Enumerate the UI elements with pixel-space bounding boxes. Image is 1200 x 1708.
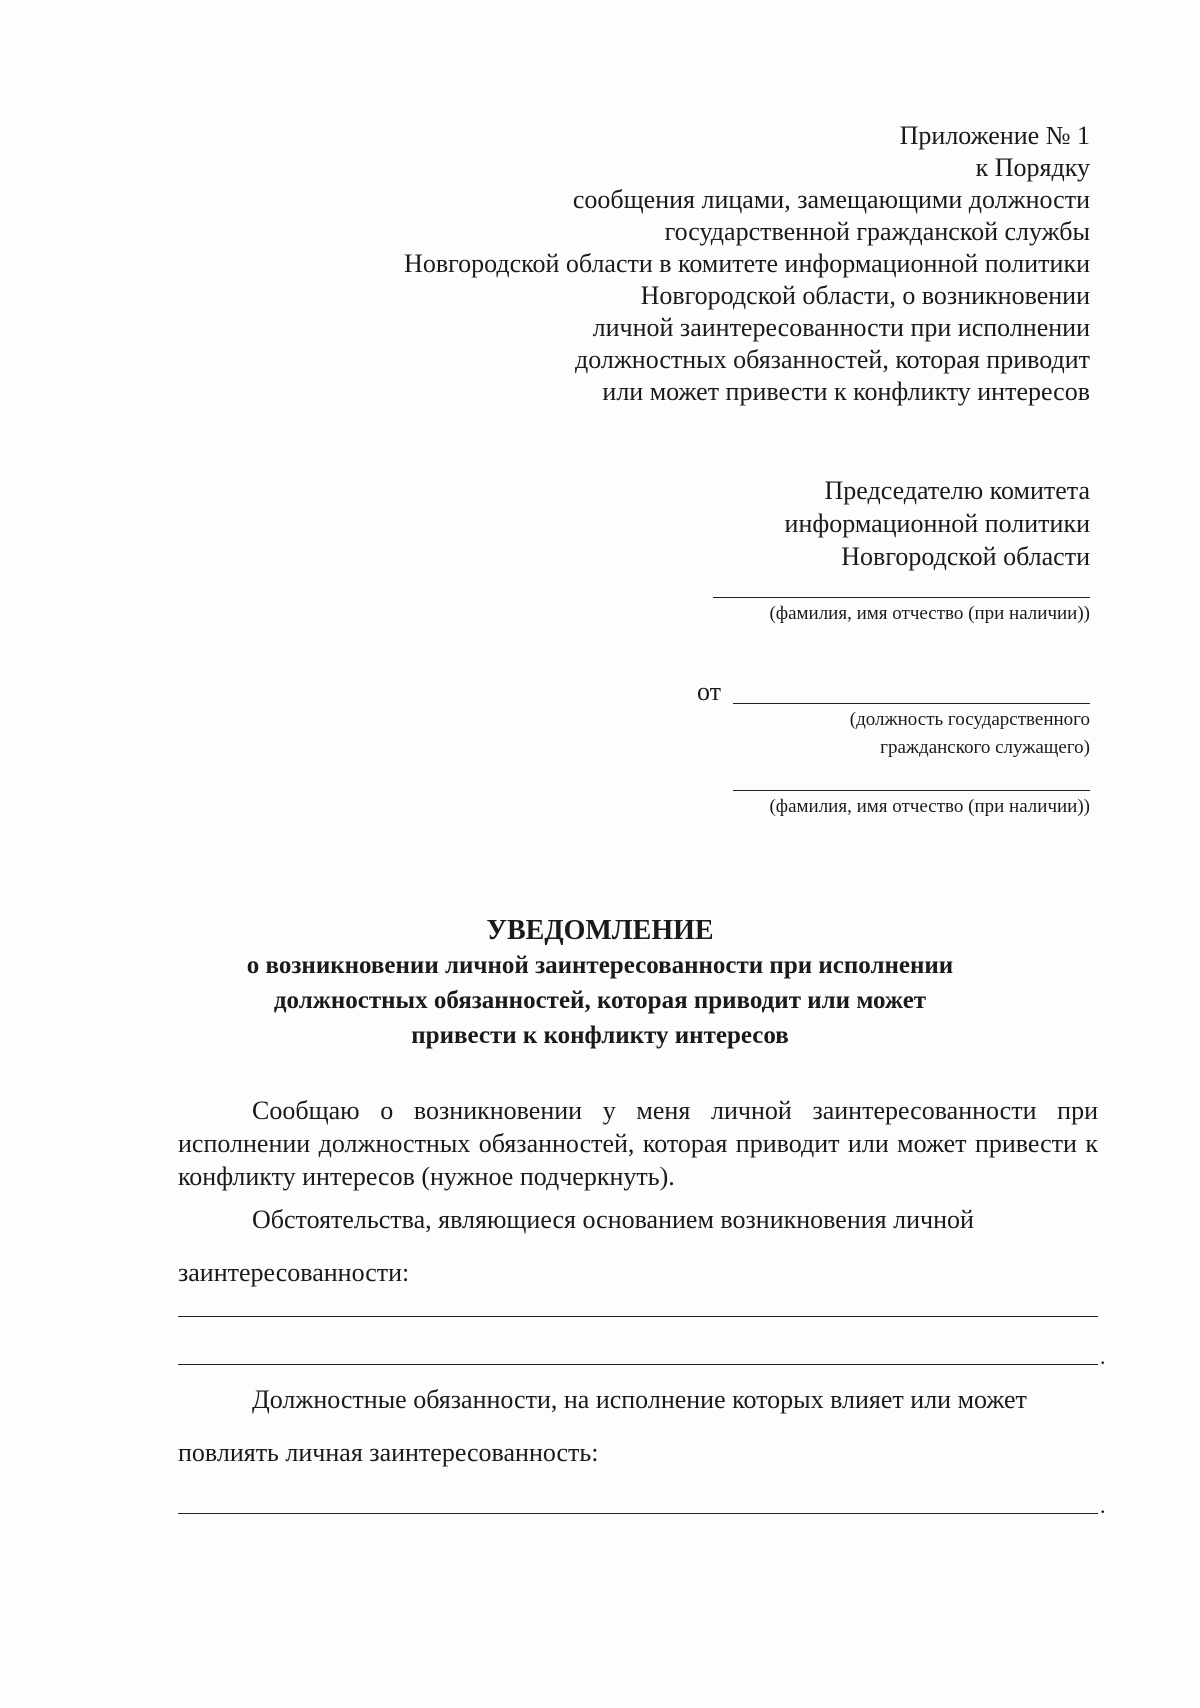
duties-field-line[interactable] — [178, 1513, 1098, 1514]
circumstances-field-line-2[interactable] — [178, 1364, 1098, 1365]
duties-label-cont: повлиять личная заинтересованность: — [178, 1438, 599, 1467]
addressee-name-field-line[interactable] — [713, 597, 1090, 598]
circumstances-label-cont: заинтересованности: — [178, 1258, 410, 1287]
appendix-line: Новгородской области, о возникновении — [640, 281, 1090, 310]
duties-label: Должностные обязанности, на исполнение которых влияет или может — [252, 1385, 1027, 1414]
appendix-line: государственной гражданской службы — [664, 217, 1090, 246]
line-end-mark: . — [1100, 1344, 1106, 1369]
addressee-line: Председателю комитета — [824, 476, 1090, 505]
notice-paragraph: Сообщаю о возникновении у меня личной заинтересованности при исполнении должностных обязанностей, которая приводит или может привести к конфликту интересов (нужное подчеркнуть). — [178, 1096, 1098, 1191]
addressee-line: информационной политики — [784, 509, 1090, 538]
circumstances-field-line-1[interactable] — [178, 1316, 1098, 1317]
appendix-line: личной заинтересованности при исполнении — [592, 313, 1090, 342]
sender-name-caption: (фамилия, имя отчество (при наличии)) — [769, 796, 1090, 817]
sender-position-caption-1: (должность государственного — [849, 709, 1090, 730]
notice-title-block — [0, 914, 1200, 1053]
appendix-line: или может привести к конфликту интересов — [602, 377, 1090, 406]
appendix-line: к Порядку — [975, 153, 1090, 182]
notice-subtitle-line: должностных обязанностей, которая приводит или может — [273, 987, 927, 1014]
circumstances-label: Обстоятельства, являющиеся основанием возникновения личной — [252, 1205, 974, 1234]
appendix-line: сообщения лицами, замещающими должности — [572, 185, 1090, 214]
appendix-line: должностных обязанностей, которая приводит — [574, 345, 1090, 374]
addressee-name-caption: (фамилия, имя отчество (при наличии)) — [769, 603, 1090, 624]
appendix-line: Приложение № 1 — [899, 121, 1090, 150]
addressee-block — [590, 474, 1090, 573]
notice-title: УВЕДОМЛЕНИЕ — [486, 915, 714, 946]
sender-position-caption-2: гражданского служащего) — [880, 737, 1090, 758]
appendix-header — [190, 120, 1090, 408]
addressee-line: Новгородской области — [841, 542, 1090, 571]
notice-subtitle-line: о возникновении личной заинтересованности при исполнении — [246, 952, 954, 979]
appendix-line: Новгородской области в комитете информационной политики — [404, 249, 1090, 278]
sender-name-field-line[interactable] — [733, 790, 1090, 791]
line-end-mark: . — [1100, 1493, 1106, 1518]
sender-position-field-line[interactable] — [733, 703, 1090, 704]
notice-subtitle-line: привести к конфликту интересов — [411, 1022, 789, 1049]
from-label: от — [697, 677, 722, 706]
